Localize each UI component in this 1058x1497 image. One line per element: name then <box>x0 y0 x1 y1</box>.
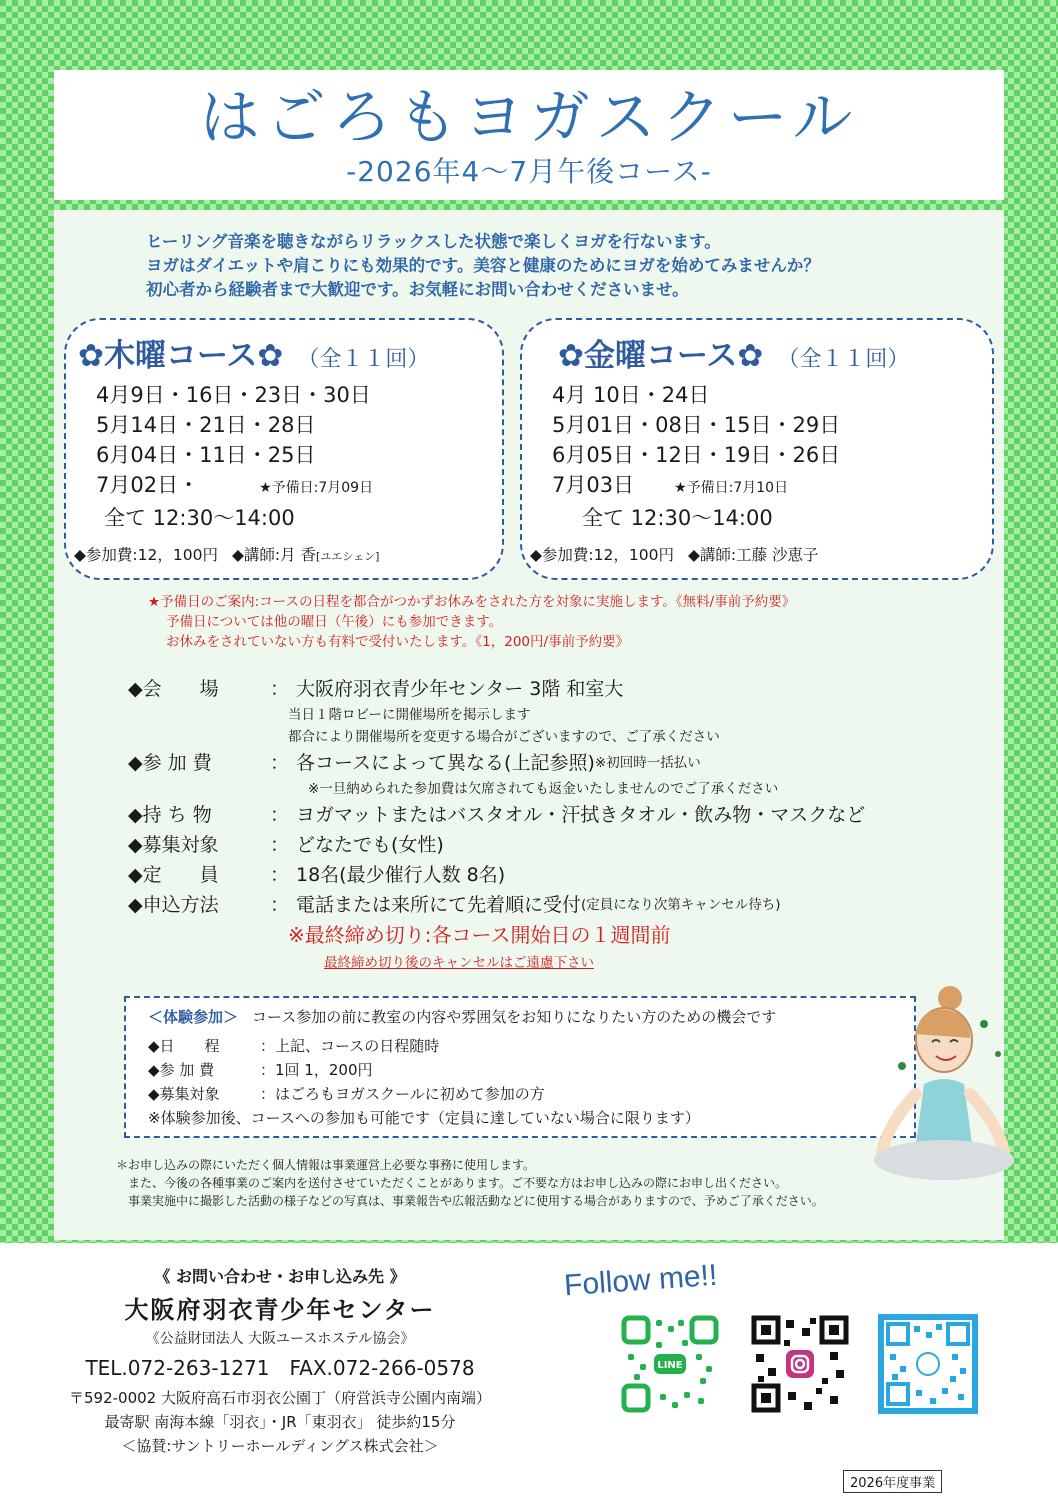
trial-box <box>124 996 916 1138</box>
contact-heading: 《 お問い合わせ・お申し込み先 》 <box>154 1267 406 1286</box>
line-label: LINE <box>657 1360 683 1371</box>
separator: ： <box>270 834 290 856</box>
friday-course-title <box>558 330 909 375</box>
privacy-notice <box>116 1156 824 1210</box>
organization-name: 大阪府羽衣青少年センター <box>124 1296 436 1324</box>
sponsor: ＜協賛:サントリーホールディングス株式会社＞ <box>121 1437 439 1455</box>
yoga-woman-illustration <box>858 984 1018 1214</box>
deadline-note: 最終締め切り後のキャンセルはご遠慮下さい <box>324 955 594 971</box>
date-line: 6月05日・12日・19日・26日 <box>552 443 841 467</box>
phone-fax: TEL.072-263-1271 FAX.072-266-0578 <box>85 1356 475 1380</box>
trial-title: ＜体験参加＞ <box>148 1008 239 1026</box>
contact-info <box>0 1262 560 1458</box>
course-lecturer: ◆講師:工藤 沙恵子 <box>687 546 819 564</box>
trial-date: ：上記、コースの日程随時 <box>260 1037 440 1055</box>
fee-label: ◆参 加 費 <box>128 752 212 774</box>
date-line: 4月 10日・24日 <box>552 383 710 407</box>
page-title: はごろもヨガスクール <box>199 83 859 153</box>
fee-refund-note: ※一旦納められた参加費は欠席されても返金いたしませんのでご了承ください <box>308 781 779 797</box>
notice-line: ★予備日のご案内:コースの日程を都合がつかずお休みをされた方を対象に実施します。《無料/事前予約要》 <box>148 594 796 610</box>
separator: ： <box>270 804 290 826</box>
address: 〒592-0002 大阪府高石市羽衣公園丁（府営浜寺公園内南端） <box>69 1389 491 1407</box>
separator: ： <box>270 752 290 774</box>
date-line: 7月03日 <box>552 473 635 497</box>
nearest-station: 最寄駅 南海本線「羽衣」・JR「東羽衣」 徒歩約15分 <box>104 1413 456 1431</box>
separator: ： <box>270 894 290 916</box>
course-total: （全１１回） <box>777 347 910 372</box>
date-line: 5月14日・21日・28日 <box>96 413 316 437</box>
separator: ： <box>270 864 290 886</box>
instagram-qr-code[interactable] <box>750 1314 850 1414</box>
course-title-text: ✿木曜コース✿ <box>78 338 284 374</box>
spare-date: ★予備日:7月09日 <box>259 480 374 496</box>
apply-value: 電話または来所にて先着順に受付 <box>296 894 582 916</box>
course-time: 全て 12:30〜14:00 <box>582 506 773 530</box>
privacy-line: ＊お申し込みの際にいただく個人情報は事業運営上必要な事務に使用します。 <box>116 1158 536 1172</box>
course-fee: ◆参加費:12，100円 <box>74 546 218 564</box>
trial-fee-label: ◆参 加 費 <box>148 1061 215 1079</box>
thursday-course-footer <box>74 543 379 565</box>
course-lecturer: ◆講師:月 香 <box>231 546 317 564</box>
spare-date: ★予備日:7月10日 <box>674 480 789 496</box>
privacy-line: 事業実施中に撮影した活動の様子などの写真は、事業報告や広報活動などに使用する場合がありますので、予めご了承ください。 <box>128 1194 824 1208</box>
intro-line: 初心者から経験者まで大歓迎です。お気軽にお問い合わせくださいませ。 <box>146 280 689 299</box>
page-subtitle: -2026年4〜7月午後コース- <box>346 155 712 188</box>
fiscal-year-badge: 2026年度事業 <box>843 1470 942 1493</box>
course-fee: ◆参加費:12，100円 <box>530 546 674 564</box>
privacy-line: また、今後の各種事業のご案内を送付させていただくことがあります。ご不要な方はお申し込みの際にお申し出ください。 <box>128 1176 788 1190</box>
trial-target: ：はごろもヨガスクールに初めて参加の方 <box>260 1085 545 1103</box>
line-qr-code[interactable] <box>620 1314 720 1414</box>
thursday-course-title <box>78 330 429 375</box>
intro-line: ヨガはダイエットや肩こりにも効果的です。美容と健康のためにヨガを始めてみませんか？ <box>146 256 820 275</box>
trial-details <box>148 1034 700 1130</box>
capacity-value: 18名(最少催行人数 8名) <box>296 864 506 886</box>
target-label: ◆募集対象 <box>128 834 219 856</box>
target-row <box>128 830 865 860</box>
items-row <box>128 800 865 830</box>
trial-fee: ：1回 1，200円 <box>260 1061 373 1079</box>
friday-course-card <box>520 318 994 580</box>
items-label: ◆持 ち 物 <box>128 804 212 826</box>
apply-note: (定員になり次第キャンセル待ち) <box>581 897 781 913</box>
title-banner <box>54 70 1004 200</box>
intro-line: ヒーリング音楽を聴きながらリラックスした状態で楽しくヨガを行ないます。 <box>146 232 721 251</box>
venue-note: 当日１階ロビーに開催場所を掲示します <box>288 707 531 723</box>
trial-target-label: ◆募集対象 <box>148 1085 220 1103</box>
trial-note: ※体験参加後、コースへの参加も可能です（定員に達していない場合に限ります） <box>148 1109 700 1127</box>
trial-header <box>148 1006 776 1027</box>
friday-dates <box>552 380 840 533</box>
fee-note: ※初回時一括払い <box>594 755 701 771</box>
date-line: 4月9日・16日・23日・30日 <box>96 383 371 407</box>
course-title-text: ✿金曜コース✿ <box>558 338 764 374</box>
spare-day-notice <box>148 592 795 652</box>
course-time: 全て 12:30〜14:00 <box>104 506 295 530</box>
capacity-label: ◆定 員 <box>128 864 219 886</box>
fee-row <box>128 748 865 778</box>
apply-label: ◆申込方法 <box>128 894 219 916</box>
intro-text <box>146 230 820 302</box>
venue-note: 都合により開催場所を変更する場合がございますので、ご了承ください <box>288 729 720 745</box>
trial-description: コース参加の前に教室の内容や雰囲気をお知りになりたい方のための機会です <box>252 1008 777 1026</box>
web-qr-code[interactable] <box>878 1314 978 1414</box>
separator: ： <box>270 678 290 700</box>
venue-value: 大阪府羽衣青少年センター 3階 和室大 <box>296 678 624 700</box>
trial-date-label: ◆日 程 <box>148 1037 220 1055</box>
follow-me-text: Follow me!! <box>563 1258 719 1303</box>
thursday-dates <box>96 380 373 533</box>
course-total: （全１１回） <box>297 347 430 372</box>
date-line: 6月04日・11日・25日 <box>96 443 316 467</box>
venue-row <box>128 674 865 704</box>
venue-label: ◆会 場 <box>128 678 219 700</box>
notice-line: 予備日については他の曜日（午後）にも参加できます。 <box>166 614 503 630</box>
corporation-name: 《公益財団法人 大阪ユースホステル協会》 <box>145 1331 415 1347</box>
items-value: ヨガマットまたはバスタオル・汗拭きタオル・飲み物・マスクなど <box>296 804 866 826</box>
event-details <box>128 674 865 976</box>
lecturer-reading: [ユエシェン] <box>316 550 380 563</box>
friday-course-footer <box>530 543 819 565</box>
main-panel <box>54 210 1004 1240</box>
thursday-course-card <box>64 318 504 580</box>
capacity-row <box>128 860 865 890</box>
apply-row <box>128 890 865 920</box>
target-value: どなたでも(女性) <box>296 834 444 856</box>
fee-value: 各コースによって異なる(上記参照) <box>296 752 595 774</box>
deadline-text: ※最終締め切り:各コース開始日の１週間前 <box>288 923 671 947</box>
date-line: 5月01日・08日・15日・29日 <box>552 413 841 437</box>
notice-line: お休みをされていない方も有料で受付いたします。《1，200円/事前予約要》 <box>166 634 630 650</box>
date-line: 7月02日・ <box>96 473 200 497</box>
